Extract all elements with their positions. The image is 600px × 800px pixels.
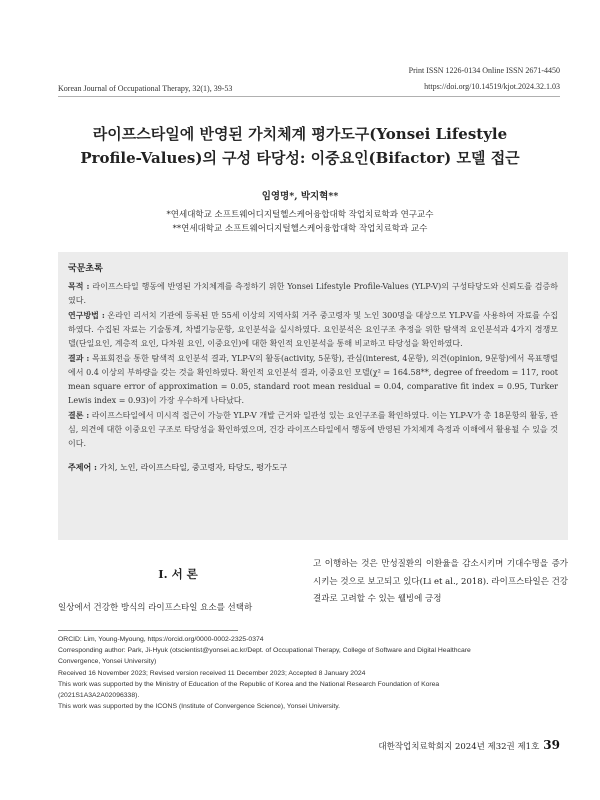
intro-right-column: 고 이행하는 것은 만성질환의 이환율을 감소시키며 기대수명을 증가시키는 것으로 보고되고 있다(Li et al., 2018). 라이프스타일은 건강 결과로 고려할 수 있는 웰빙에 긍정 xyxy=(313,559,569,604)
journal-citation: Korean Journal of Occupational Therapy, 32(1), 39-53 xyxy=(58,84,233,93)
section-heading-introduction: Ⅰ. 서 론 xyxy=(158,567,198,581)
title-line-1: 라이프스타일에 반영된 가치체계 평가도구(Yonsei Lifestyle xyxy=(92,125,508,143)
abstract-heading: 국문초록 xyxy=(68,264,103,274)
results-label: 결과 : xyxy=(68,353,90,363)
footnote-divider xyxy=(58,630,238,631)
methods-text: 온라인 리서치 기관에 등록된 만 55세 이상의 지역사회 거주 중고령자 및 노인 300명을 대상으로 YLP-V를 사용하여 자료를 수집하였다. 수집된 자료는 기술통계, 차별기능문항, 요인분석을 실시하였다. 요인분석은 요인구조 추정을 위한 탐색적 요인분석과 4가지 경쟁모델(단일요인, 계층적 요인, 다차원 요인, 이중요인)에 대한 확인적 요인분석을 통해 비교하고 타당성을 확인하였다. xyxy=(68,311,558,348)
doi-link[interactable]: https://doi.org/10.14519/kjot.2024.32.1.03 xyxy=(424,82,560,91)
header-divider xyxy=(58,96,560,97)
footnote-received: Received 16 November 2023; Revised version received 11 December 2023; Accepted 8 January 2024 xyxy=(58,669,366,677)
footnote-corresponding: Corresponding author: Park, Ji-Hyuk (otscientist@yonsei.ac.kr/Dept. of Occupational Therapy, College of Software and Digital Healthcare xyxy=(58,647,471,655)
abstract-box xyxy=(58,252,568,540)
affiliation-2: **연세대학교 소프트웨어디지털헬스케어융합대학 작업치료학과 교수 xyxy=(172,224,428,234)
results-text: 목표회전을 통한 탐색적 요인분석 결과, YLP-V의 활동(activity, 5문항), 관심(interest, 4문항), 의견(opinion, 9문항)에서 목표행렬에서 0.4 이상의 부하량을 갖는 것을 확인하였다. 확인적 요인분석 결과, 이중요인 모델(χ² = 164.58**, degree of freedom = 117, root mean square error of approximation = 0.05, standard root mean residual = 0.04, comparative fit index = 0.95, Turker Lewis index = 0.93)이 가장 우수하게 나타났다. xyxy=(68,354,558,405)
methods-label: 연구방법 : xyxy=(68,310,105,320)
footnote-corresponding-cont: Convergence, Yonsei University) xyxy=(58,658,157,666)
conclusion-text: 라이프스타일에서 미시적 접근이 가능한 YLP-V 개발 근거와 일관성 있는 요인구조를 확인하였다. 이는 YLP-V가 총 18문항의 활동, 관심, 의견에 대한 이중요인 구조로 타당성을 확인하였으며, 건강 라이프스타일에서 행동에 반영된 가치체계 측정과 이해에서 활용될 수 있을 것이다. xyxy=(68,411,558,448)
affiliation-1: *연세대학교 소프트웨어디지털헬스케어융합대학 작업치료학과 연구교수 xyxy=(166,210,434,220)
title-line-2: Profile-Values)의 구성 타당성: 이중요인(Bifactor) 모델 접근 xyxy=(80,149,520,167)
footnote-icons: This work was supported by the ICONS (Institute of Convergence Science), Yonsei University. xyxy=(58,703,341,711)
purpose-text: 라이프스타일 행동에 반영된 가치체계를 측정하기 위한 Yonsei Lifestyle Profile-Values (YLP-V)의 구성타당도와 신뢰도를 검증하였다. xyxy=(68,282,558,305)
abstract-results xyxy=(68,351,558,408)
page-footer xyxy=(378,738,560,752)
purpose-label: 목적 : xyxy=(68,281,90,291)
footnotes xyxy=(58,634,568,712)
journal-issue: 대한작업치료학회지 2024년 제32권 제1호 xyxy=(378,742,540,752)
page-number: 39 xyxy=(543,738,560,752)
footnote-funding-cont: (2021S1A3A2A02096338). xyxy=(58,692,140,700)
footnote-orcid: ORCID: Lim, Young-Myoung, https://orcid.org/0000-0002-2325-0374 xyxy=(58,636,264,643)
footnote-funding: This work was supported by the Ministry of Education of the Republic of Korea and the National Research Foundation of Korea xyxy=(58,680,440,688)
conclusion-label: 결론 : xyxy=(68,410,90,420)
keywords-text: 가치, 노인, 라이프스타일, 중고령자, 타당도, 평가도구 xyxy=(96,463,288,472)
issn-line: Print ISSN 1226-0134 Online ISSN 2671-4450 xyxy=(408,66,560,75)
intro-left-column: 일상에서 건강한 방식의 라이프스타일 요소를 선택하 xyxy=(58,603,253,613)
abstract-keywords xyxy=(68,462,558,473)
author-list: 임영명*, 박지혁** xyxy=(261,191,339,202)
keywords-label: 주제어 : xyxy=(68,462,97,472)
abstract-methods xyxy=(68,308,558,351)
abstract-purpose xyxy=(68,279,558,308)
abstract-conclusion xyxy=(68,408,558,451)
paper-title xyxy=(40,122,560,170)
